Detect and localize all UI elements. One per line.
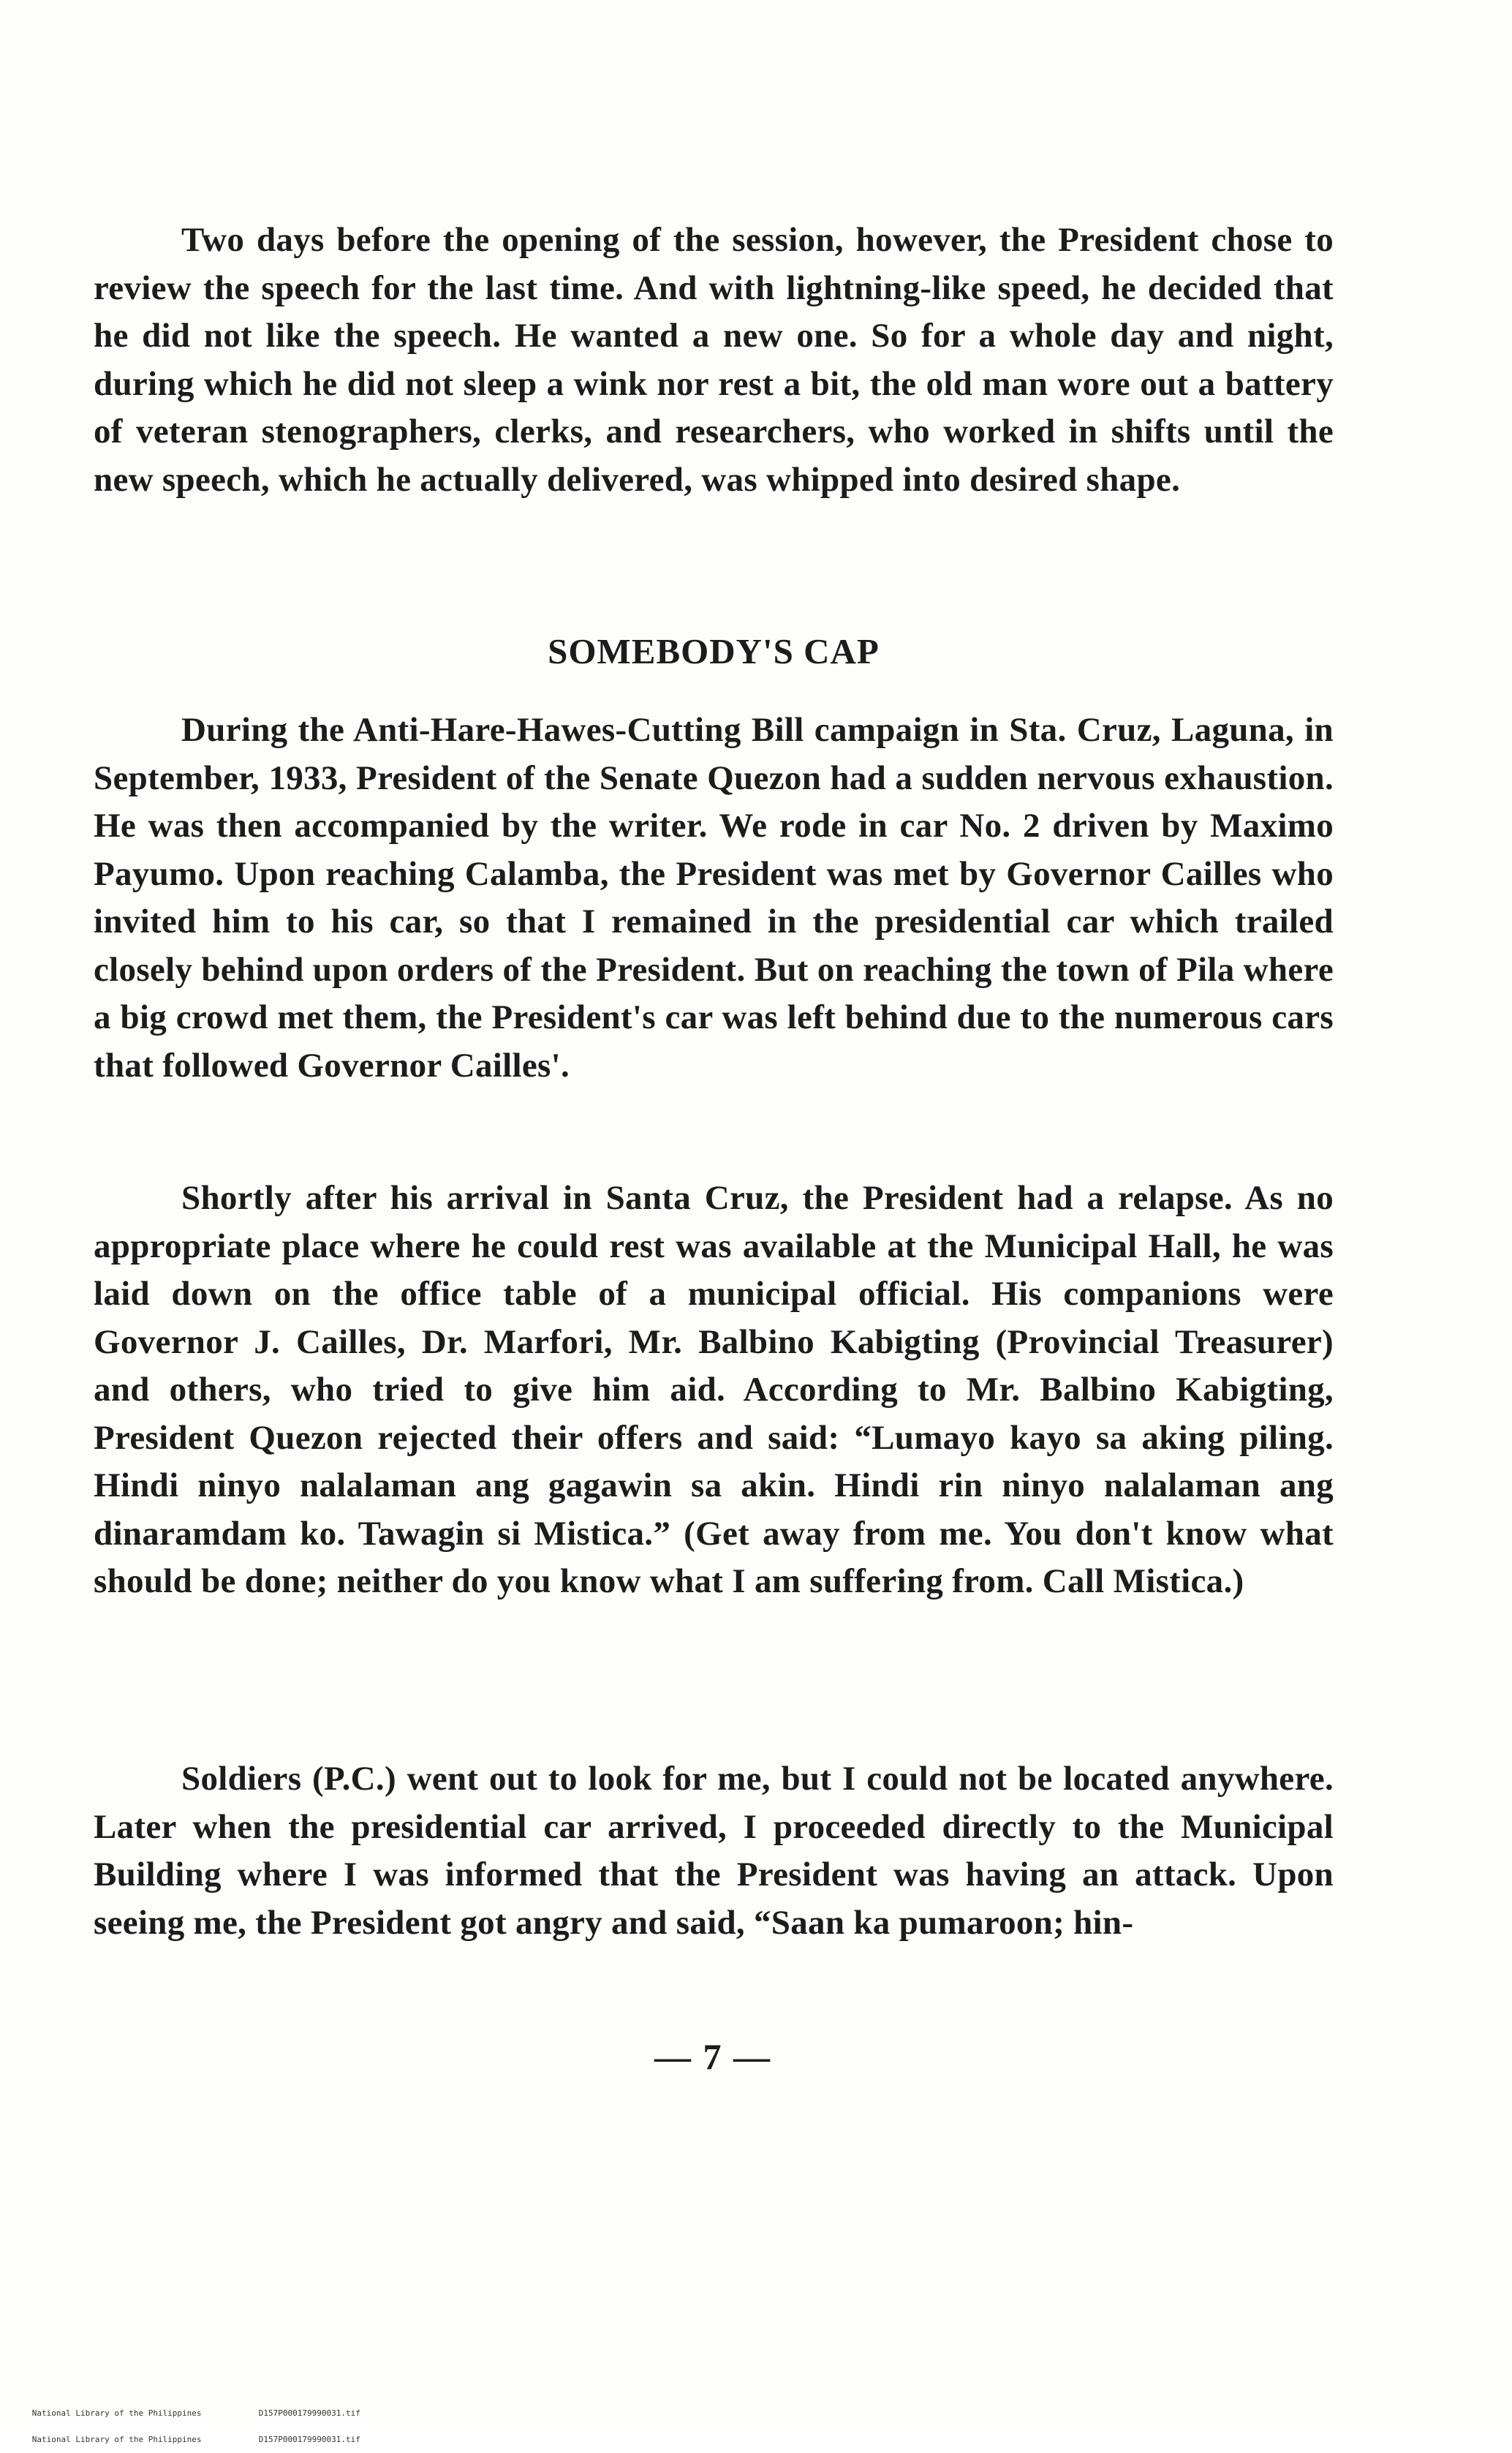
section-heading: SOMEBODY'S CAP (548, 631, 880, 671)
footer-library: National Library of the Philippines (31, 2435, 202, 2444)
footer-row (3, 2427, 360, 2453)
scan-footer (3, 2400, 360, 2453)
paragraph-relapse: Shortly after his arrival in Santa Cruz, the President had a relapse. As no appropriate place where he could rest was available at the Municipal Hall, he was laid down on the office table of a municipal official. His companions were Governor J. Cailles, Dr. Marfori, Mr. Balbino Kabigting (Provincial Treasurer) and others, who tried to give him aid. According to Mr. Balbino Kabigting, President Quezon rejected their offers and said: “Lumayo kayo sa aking piling. Hindi ninyo nalalaman ang gagawin sa akin. Hindi rin ninyo nalalaman ang dinaramdam ko. Tawagin si Mistica.” (Get away from me. You don't know what should be done; neither do you know what I am suffering from. Call Mistica.) (94, 1179, 1334, 1600)
body-text-section-3 (94, 1175, 1334, 1606)
footer-file: D157P000179990031.tif (258, 2435, 360, 2444)
paragraph-review-speech: Two days before the opening of the session, however, the President chose to review the speech for the last time. And with lightning-like speed, he decided that he did not like the speech. He wanted a new one. So for a whole day and night, during which he did not sleep a wink nor rest a bit, the old man wore out a battery of veteran stenographers, clerks, and researchers, who worked in shifts until the new speech, which he actually delivered, was whipped into desired shape. (94, 221, 1334, 499)
paragraph-soldiers: Soldiers (P.C.) went out to look for me, but I could not be located anywhere. Later when the presidential car arrived, I proceeded directly to the Municipal Building where I was informed that the President was having an attack. Upon seeing me, the President got angry and said, “Saan ka pumaroon; hin- (94, 1760, 1334, 1942)
paragraph-campaign: During the Anti-Hare-Hawes-Cutting Bill campaign in Sta. Cruz, Laguna, in September, 1933, President of the Senate Quezon had a sudden nervous exhaustion. He was then accompanied by the writer. We rode in car No. 2 driven by Maximo Payumo. Upon reaching Calamba, the President was met by Governor Cailles who invited him to his car, so that I remained in the presidential car which trailed closely behind upon orders of the President. But on reaching the town of Pila where a big crowd met them, the President's car was left behind due to the numerous cars that followed Governor Cailles'. (94, 711, 1334, 1085)
page-number: — 7 — (654, 2036, 771, 2077)
body-text-section-1 (94, 216, 1334, 504)
body-text-section-4 (94, 1755, 1334, 1947)
footer-library: National Library of the Philippines (31, 2408, 202, 2418)
footer-row (3, 2400, 360, 2427)
body-text-section-2 (94, 706, 1334, 1090)
footer-file: D157P000179990031.tif (258, 2408, 360, 2418)
